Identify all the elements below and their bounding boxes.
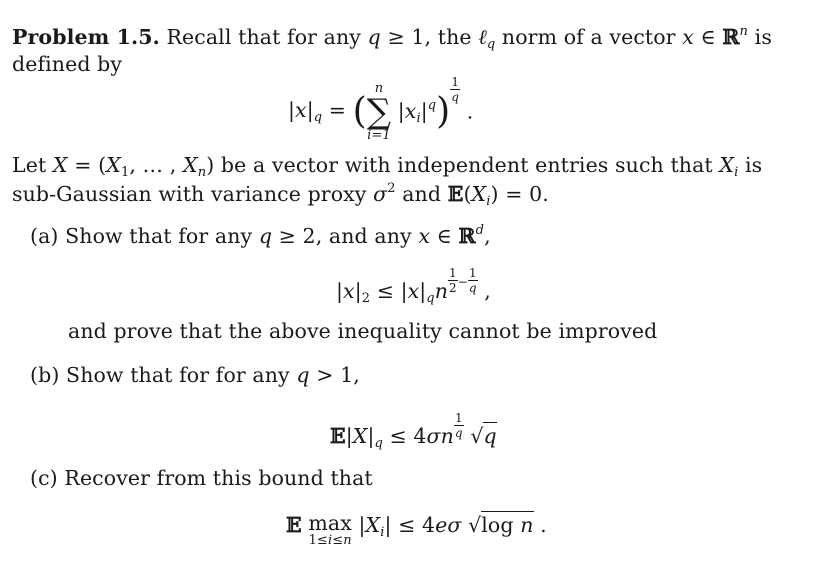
part-c-bound: 𝔼 max 1≤i≤n $|X_i| \le 4e\sigma$ √log n . [286,511,547,548]
problem-statement-line-1: Problem 1.5. Recall that for any q ≥ 1, the ℓ$_q$ norm of a vector x ∈ ℝ$^n$ is [12,24,772,52]
part-b-label: (b) [30,363,60,387]
part-c-statement [30,466,373,490]
part-b-statement: (b) Show that for for any q > 1, [30,363,360,387]
let-text-b: be a vector with independent entries such that [220,153,713,177]
intro-text-b: , the [424,25,472,49]
let-text-a: Let [12,153,47,177]
part-a-statement: (a) Show that for any q ≥ 2, and any x ∈ ℝ$^d$, [30,223,491,248]
norm-definition-equation: $|x|_q$ = ( n ∑ i=1 $|x_i|^q$) $\frac{1}{q}$ . [288,75,474,143]
part-a-followup [68,319,657,343]
problem-statement-line-2 [12,52,122,76]
let-text-c: is [745,153,763,177]
intro-text-defined: defined by [12,52,123,76]
let-line-1: Let $X = (X_1$, … , $X_n$) be a vector with independent entries such that $X_i$ is [12,153,763,180]
part-c-text: Recover from this bound that [64,466,373,490]
intro-text-c: norm of a vector [501,25,676,49]
part-b-inequality: $𝔼|X|_q \le 4\sigma n$ $\frac{1}{q}$ √q [330,411,497,451]
part-a-followup-text: and prove that the above inequality cannot be improved [68,319,658,343]
part-b-text: Show that for for any [66,363,290,387]
let-line-2: sub-Gaussian with variance proxy $\sigma^2$ and $𝔼(X_i) = 0$. [12,181,549,209]
problem-label: Problem 1.5. [12,25,160,49]
part-a-text-b: , and any [315,224,412,248]
intro-text-d: is [754,25,772,49]
part-a-text: Show that for any [65,224,253,248]
part-a-label: (a) [30,224,59,248]
let-text-d: sub-Gaussian with variance proxy [12,182,367,206]
part-a-inequality: $|x|_2 \le |x|_qn$ $\frac{1}{2}$ − $\frac{1}{q}$ , [336,266,491,306]
intro-text: Recall that for any [166,25,361,49]
part-c-label: (c) [30,466,58,490]
let-text-e: and [402,182,442,206]
